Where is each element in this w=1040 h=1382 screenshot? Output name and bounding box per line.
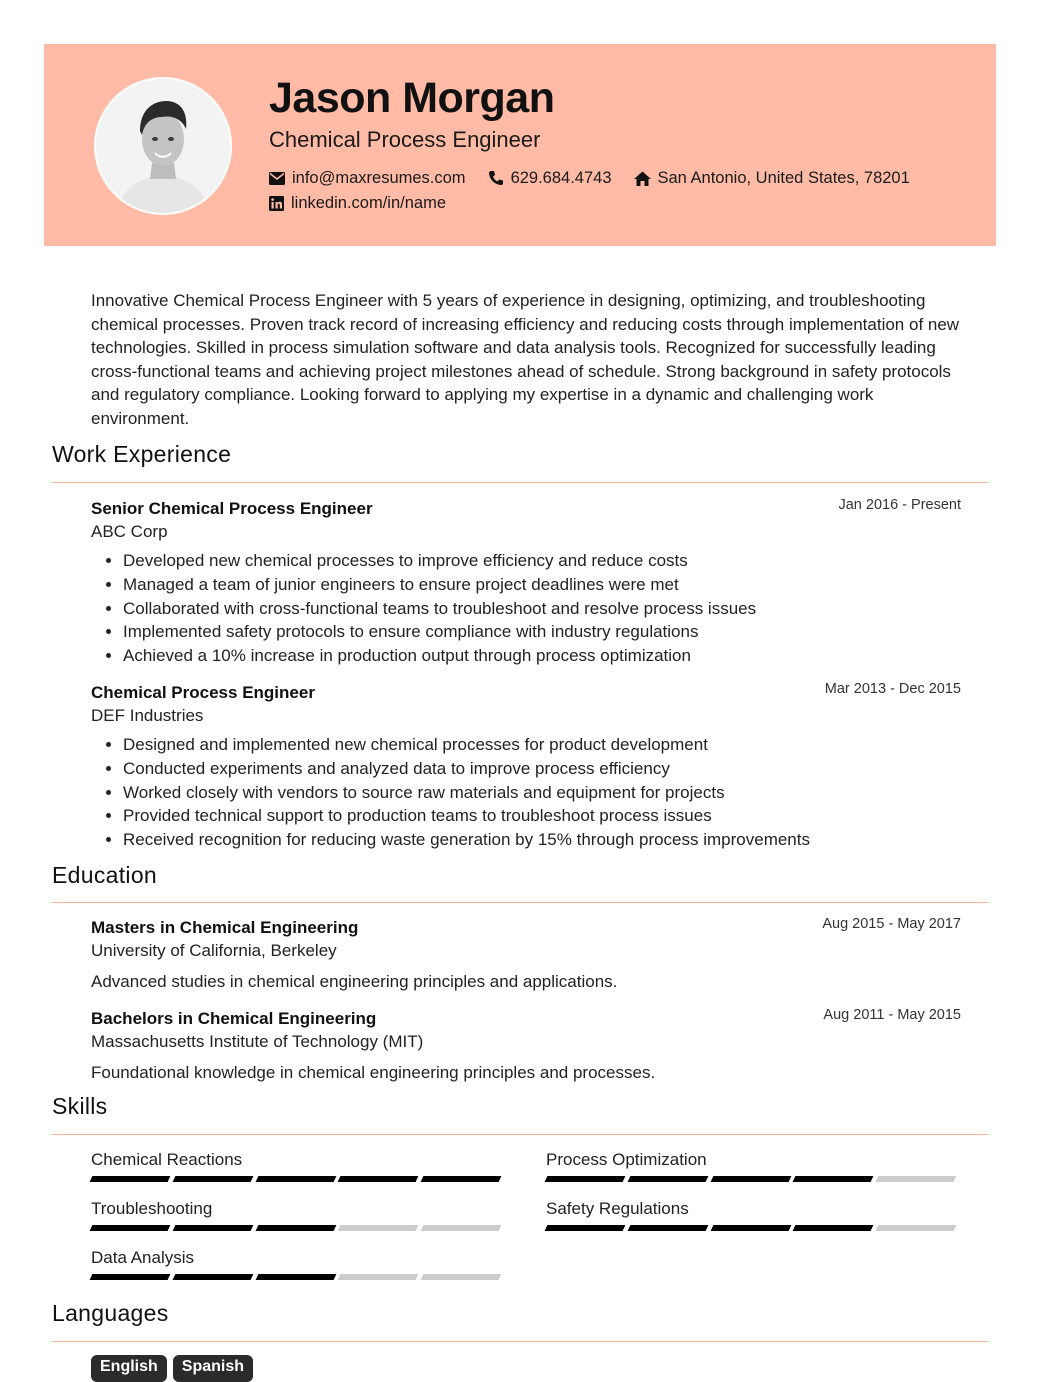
- skill-segment-filled: [545, 1176, 626, 1182]
- resume-header: [44, 44, 996, 246]
- linkedin-icon: [269, 196, 284, 211]
- skill-segment-empty: [338, 1274, 419, 1280]
- education-dates: Aug 2015 - May 2017: [822, 916, 961, 932]
- section-title-work: Work Experience: [52, 441, 232, 467]
- email-text[interactable]: info@maxresumes.com: [292, 168, 466, 187]
- skill-segment-filled: [627, 1176, 708, 1182]
- skill-segment-filled: [255, 1225, 336, 1231]
- skill-name: Process Optimization: [546, 1150, 707, 1169]
- skill-segment-empty: [876, 1176, 957, 1182]
- skill-segment-filled: [90, 1274, 171, 1280]
- contact-location: [634, 169, 910, 188]
- skill-segment-filled: [710, 1176, 791, 1182]
- work-bullet: • Received recognition for reducing waste generation by 15% through process improvements: [123, 828, 961, 852]
- skill-level-bar: [91, 1225, 505, 1231]
- section-title-education: Education: [52, 862, 157, 888]
- home-icon: [634, 171, 651, 186]
- work-entry: [91, 497, 961, 668]
- work-bullet: • Managed a team of junior engineers to ensure project deadlines were met: [123, 573, 961, 597]
- contact-email[interactable]: [269, 169, 466, 188]
- linkedin-text[interactable]: linkedin.com/in/name: [291, 193, 446, 212]
- work-bullet: • Developed new chemical processes to improve efficiency and reduce costs: [123, 549, 961, 573]
- work-bullet: • Worked closely with vendors to source raw materials and equipment for projects: [123, 781, 961, 805]
- skill-name: Chemical Reactions: [91, 1150, 243, 1169]
- skill-item: [546, 1198, 960, 1231]
- skill-segment-filled: [545, 1225, 626, 1231]
- skill-segment-filled: [255, 1176, 336, 1182]
- skill-level-bar: [546, 1225, 960, 1231]
- language-list: [91, 1355, 259, 1382]
- education-school: Massachusetts Institute of Technology (MIT): [91, 1032, 424, 1051]
- skill-item: [91, 1149, 505, 1182]
- skill-segment-empty: [338, 1225, 419, 1231]
- work-bullet: • Achieved a 10% increase in production output through process optimization: [123, 644, 961, 668]
- language-badge: English: [91, 1355, 167, 1382]
- work-bullet: • Designed and implemented new chemical processes for product development: [123, 733, 961, 757]
- education-degree: Bachelors in Chemical Engineering: [91, 1009, 377, 1028]
- education-dates: Aug 2011 - May 2015: [823, 1007, 961, 1023]
- skill-name: Safety Regulations: [546, 1199, 689, 1218]
- job-title: Chemical Process Engineer: [269, 127, 541, 152]
- work-bullets: [91, 733, 961, 852]
- skill-segment-filled: [172, 1176, 253, 1182]
- skill-segment-filled: [172, 1274, 253, 1280]
- skill-name: Data Analysis: [91, 1248, 194, 1267]
- skill-segment-filled: [421, 1176, 502, 1182]
- skill-segment-filled: [338, 1176, 419, 1182]
- skill-segment-filled: [627, 1225, 708, 1231]
- education-degree: Masters in Chemical Engineering: [91, 918, 359, 937]
- skill-segment-filled: [793, 1176, 874, 1182]
- skill-item: [91, 1198, 505, 1231]
- skill-segment-filled: [710, 1225, 791, 1231]
- skill-level-bar: [546, 1176, 960, 1182]
- education-school: University of California, Berkeley: [91, 941, 337, 960]
- skill-segment-empty: [421, 1274, 502, 1280]
- work-dates: Jan 2016 - Present: [838, 497, 961, 513]
- section-title-skills: Skills: [52, 1093, 108, 1119]
- skill-item: [91, 1247, 505, 1280]
- contact-phone[interactable]: [488, 169, 612, 188]
- profile-photo-illustration: [96, 79, 230, 213]
- section-divider: [52, 902, 988, 903]
- work-bullet: • Conducted experiments and analyzed data to improve process efficiency: [123, 757, 961, 781]
- work-company: DEF Industries: [91, 706, 204, 725]
- section-divider: [52, 1134, 988, 1135]
- work-company: ABC Corp: [91, 522, 168, 541]
- skill-segment-filled: [90, 1225, 171, 1231]
- education-entry: [91, 916, 961, 993]
- location-text: San Antonio, United States, 78201: [657, 168, 910, 187]
- phone-icon: [488, 170, 504, 186]
- skill-segment-empty: [421, 1225, 502, 1231]
- education-description: Foundational knowledge in chemical engineering principles and processes.: [91, 1063, 656, 1082]
- skill-name: Troubleshooting: [91, 1199, 213, 1218]
- skill-segment-filled: [793, 1225, 874, 1231]
- skill-item: [546, 1149, 960, 1182]
- work-bullet: • Implemented safety protocols to ensure compliance with industry regulations: [123, 620, 961, 644]
- work-job-title: Chemical Process Engineer: [91, 683, 315, 702]
- work-job-title: Senior Chemical Process Engineer: [91, 499, 373, 518]
- contact-info: [269, 166, 989, 216]
- language-badge: Spanish: [173, 1355, 253, 1382]
- work-entry: [91, 681, 961, 852]
- skill-segment-empty: [876, 1225, 957, 1231]
- section-divider: [52, 1341, 988, 1342]
- contact-row: [269, 166, 989, 190]
- section-title-languages: Languages: [52, 1300, 169, 1326]
- work-dates: Mar 2013 - Dec 2015: [824, 681, 961, 697]
- profile-photo: [94, 77, 232, 215]
- contact-linkedin[interactable]: [269, 194, 446, 213]
- section-divider: [52, 482, 988, 483]
- education-entry: [91, 1007, 961, 1084]
- phone-text[interactable]: 629.684.4743: [510, 168, 612, 187]
- skill-segment-filled: [172, 1225, 253, 1231]
- work-bullets: [91, 549, 961, 668]
- work-bullet: • Provided technical support to production teams to troubleshoot process issues: [123, 804, 961, 828]
- envelope-icon: [269, 172, 285, 185]
- professional-summary: Innovative Chemical Process Engineer with 5 years of experience in designing, optimizing, and troubleshooting chemical processes. Proven track record of increasing efficiency and reducing costs through implementation of new technologies. Skilled in process simulation software and data analysis tools. Recognized for successfully leading cross-functional teams and achieving project milestones ahead of schedule. Strong background in safety protocols and regulatory compliance. Looking forward to applying my expertise in a dynamic and challenging work environment.: [91, 291, 960, 428]
- skill-level-bar: [91, 1274, 505, 1280]
- contact-row: [269, 191, 989, 215]
- education-description: Advanced studies in chemical engineering principles and applications.: [91, 972, 618, 991]
- candidate-name: Jason Morgan: [269, 74, 555, 122]
- skill-level-bar: [91, 1176, 505, 1182]
- skill-segment-filled: [255, 1274, 336, 1280]
- skill-segment-filled: [90, 1176, 171, 1182]
- work-bullet: • Collaborated with cross-functional teams to troubleshoot and resolve process issues: [123, 597, 961, 621]
